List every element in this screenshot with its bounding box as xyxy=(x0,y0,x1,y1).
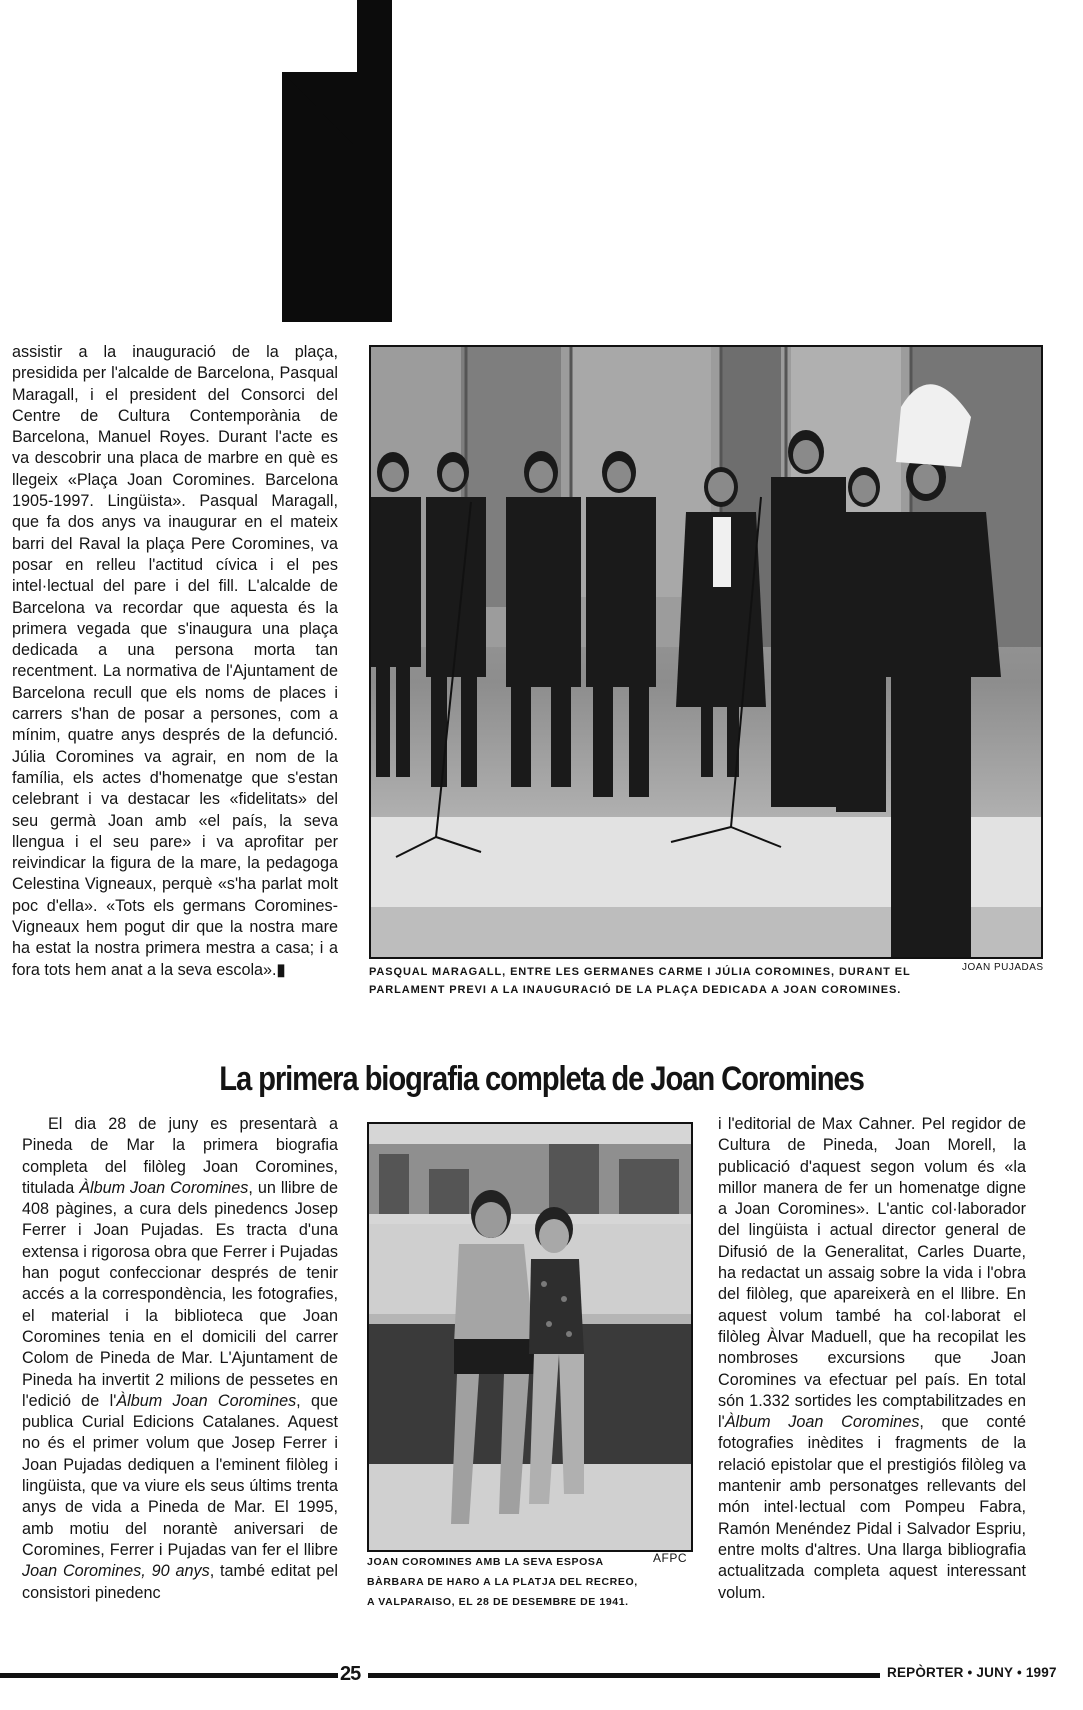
article-headline: La primera biografia completa de Joan Coromines xyxy=(219,1060,864,1098)
col2-text-b: , que conté fotografies inèdites i fragments de la relació epistolar que el prestigiós filòleg va mantenir amb personatges rellevants del món intel·lectual com Pompeu Fabra, Ramón Menéndez Pidal i Salvador Espriu, entre molts d'altres. Una llarga bibliografia actualitzada completa aquest interessant volum. xyxy=(718,1413,1026,1602)
col2-text-a: i l'editorial de Max Cahner. Pel regidor de Cultura de Pineda, Joan Morell, la publicació d'aquest segon volum és «la millor manera de fer un homenatge digne a Joan Coromines». L'antic col·laborador del lingüista i actual director general de Difusió de la Generalitat, Carles Duarte, ha redactat un assaig sobre la vida i l'obra del filòleg, que apareixerà en el llibre. En aquest volum també ha col·laborat el filòleg Àlvar Maduell, que ha recopilat les nombroses excursions que Joan Coromines va efectuar pel país. En total són 1.332 sortides les comptabilitzades en l' xyxy=(718,1115,1026,1432)
end-mark: ▮ xyxy=(276,960,286,979)
beach-photo xyxy=(367,1122,693,1552)
col1-text-c: , que publica Curial Edicions Catalanes. Aquest no és el primer volum que Josep Ferrer i Joan Pujadas dediquen a l'eminent filòleg i lingüista, que va viure els seus últims trenta anys de vida a Pineda de Mar. El 1995, amb motiu del norantè aniversari de Coromines, Ferrer i Pujadas van fer el llibre xyxy=(22,1391,338,1559)
beach-photo-image xyxy=(369,1124,691,1550)
beach-caption-line-2: BÀRBARA DE HARO A LA PLATJA DEL RECREO, xyxy=(367,1576,638,1588)
footer-rule-left xyxy=(0,1673,338,1678)
top-article-text xyxy=(12,342,338,981)
col2-title: Àlbum Joan Coromines xyxy=(724,1413,920,1432)
ceremony-photo-credit: JOAN PUJADAS xyxy=(962,962,1044,973)
col1-title-3: Joan Coromines, 90 anys xyxy=(22,1562,210,1581)
col1-text-a: El dia 28 de juny es presentarà a Pineda de Mar la primera biografia completa del filòleg Joan Coromines, titulada xyxy=(22,1115,338,1197)
col1-text-d: , també editat pel consistori pinedenc xyxy=(22,1562,338,1602)
bottom-article-column-1 xyxy=(22,1114,338,1604)
col1-text-b: , un llibre de 408 pàgines, a cura dels pinedencs Josep Ferrer i Joan Pujadas. Es tracta d'una extensa i rigorosa obra que Ferrer i Pujadas han pogut confeccionar després de tenir accés a la correspondència, les fotografies, el material i la biblioteca que Joan Coromines tenia en el domicili del carrer Colom de Pineda de Mar. L'Ajuntament de Pineda ha invertit 2 milions de pessetes en l'edició de l' xyxy=(22,1178,339,1410)
black-n-emblem-icon xyxy=(282,0,392,322)
ceremony-photo-caption xyxy=(369,963,929,999)
caption-line-1: PASQUAL MARAGALL, ENTRE LES GERMANES CARME I JÚLIA COROMINES, DURANT EL xyxy=(369,966,911,978)
top-article-body: assistir a la inauguració de la plaça, presidida per l'alcalde de Barcelona, Pasqual Maragall, i el president del Consorci del Centre de Cultura Contemporània de Barcelona, Manuel Royes. Durant l'acte es va descobrir una placa de marbre en què es llegeix «Plaça Joan Coromines. Barcelona 1905-1997. Lingüista». Pasqual Maragall, que fa dos anys va inaugurar en el mateix barri del Raval la plaça Pere Coromines, va posar en relleu l'actitud cívica i el pes intel·lectual del pare i del fill. L'alcalde de Barcelona va recordar que aquesta és la primera vegada que s'inaugura una plaça dedicada a una persona morta tan recentment. La normativa de l'Ajuntament de Barcelona recull que els noms de places i carrers s'han de posar a persones, com a mínim, quatre anys després de la defunció. Júlia Coromines va agrair, en nom de la família, els actes d'homenatge que s'estan celebrant i va destacar les «fidelitats» del seu germà Joan amb «el país, la seva llengua i el seu pare» i va aprofitar per reivindicar la figura de la mare, la pedagoga Celestina Vigneaux, perquè «s'ha parlat molt poc d'ella». «Tots els germans Coromines-Vigneaux hem pogut dir que la nostra mare ha estat la nostra primera mestra a casa; i a fora tots hem anat a la seva escola». xyxy=(12,343,338,979)
beach-caption-line-3: A VALPARAISO, EL 28 DE DESEMBRE DE 1941. xyxy=(367,1596,629,1608)
caption-line-2: PARLAMENT PREVI A LA INAUGURACIÓ DE LA PLAÇA DEDICADA A JOAN COROMINES. xyxy=(369,984,902,996)
beach-caption-line-1: JOAN COROMINES AMB LA SEVA ESPOSA xyxy=(367,1556,604,1568)
footer-rule-middle xyxy=(368,1673,880,1678)
beach-photo-credit: AFPC xyxy=(653,1551,688,1565)
page-number: 25 xyxy=(340,1663,361,1685)
ceremony-photo-image xyxy=(371,347,1041,957)
publication-footer: REPÒRTER • JUNY • 1997 xyxy=(887,1665,1057,1680)
col1-title-2: Àlbum Joan Coromines xyxy=(116,1391,297,1410)
col1-title: Àlbum Joan Coromines xyxy=(79,1178,249,1197)
ceremony-photo xyxy=(369,345,1043,959)
beach-photo-caption xyxy=(367,1552,697,1612)
bottom-article-column-2 xyxy=(718,1114,1026,1604)
